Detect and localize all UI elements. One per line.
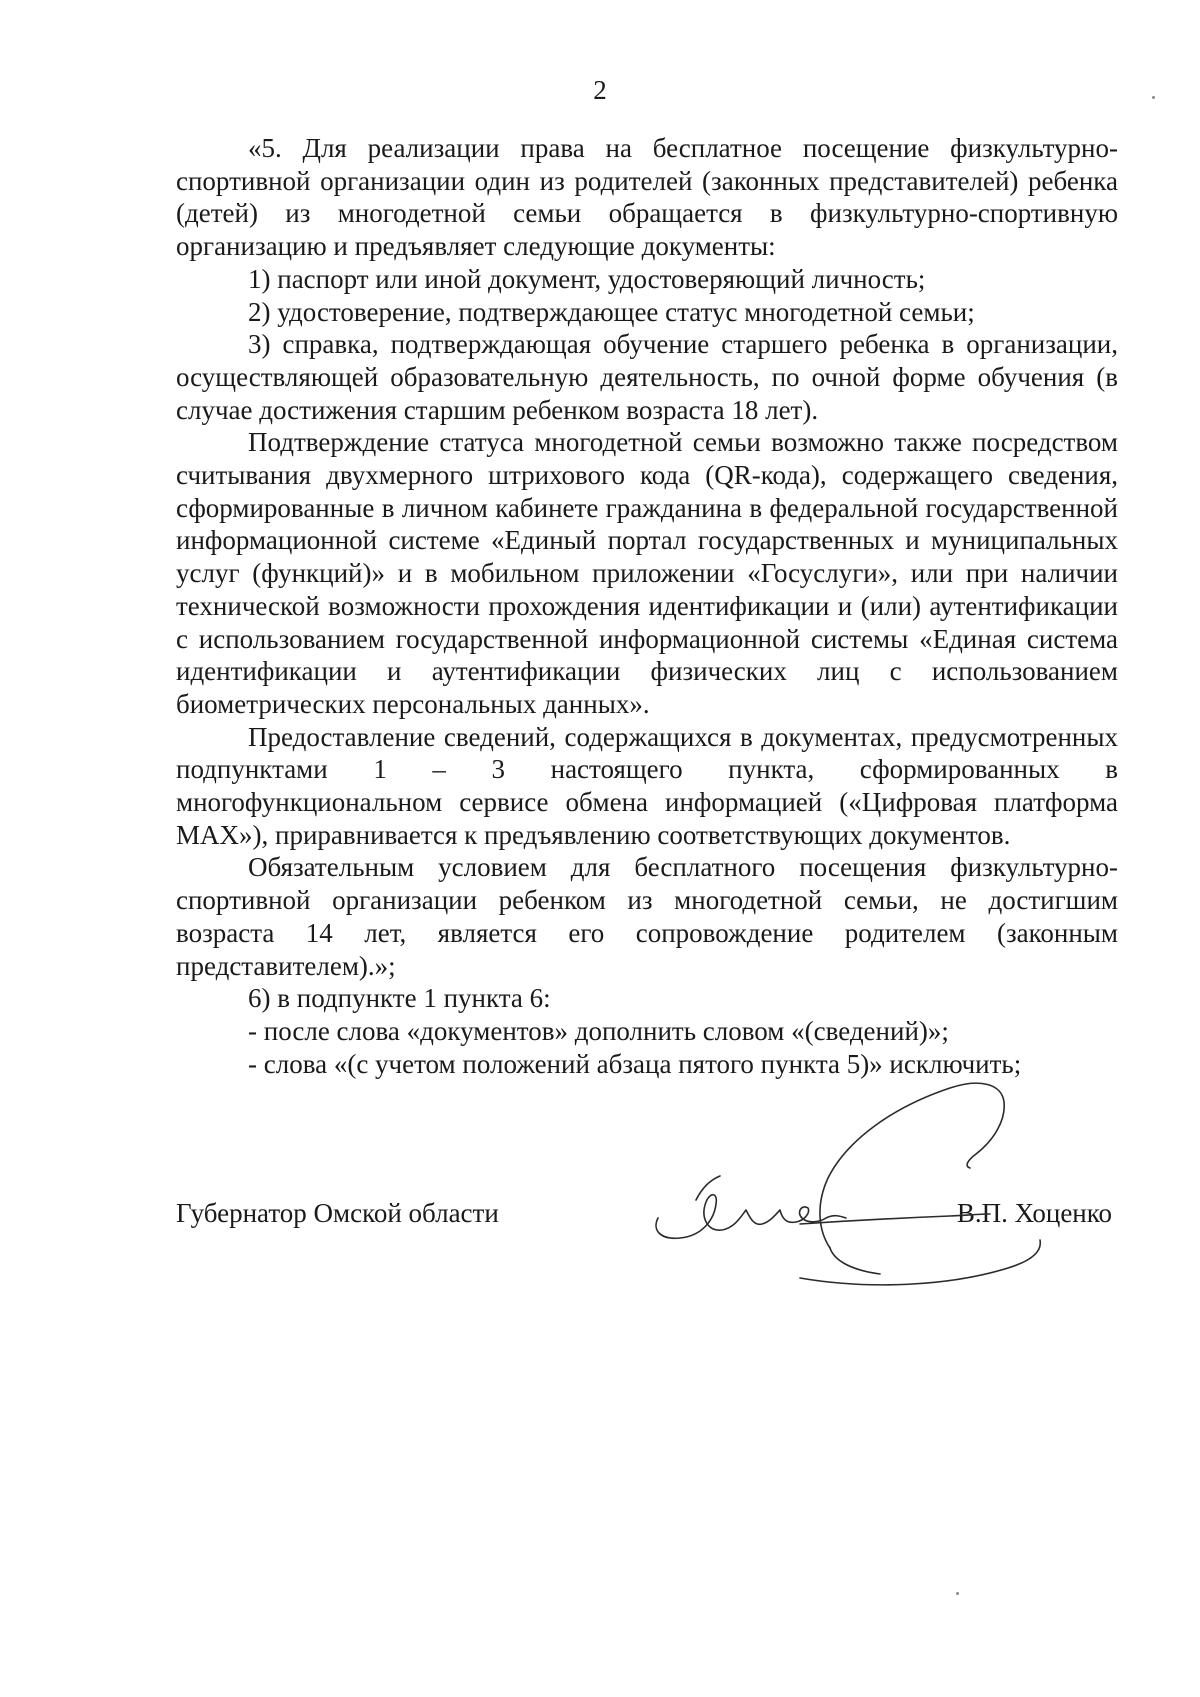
signer-position: Губернатор Омской области: [176, 1198, 499, 1228]
scan-speck: [1152, 96, 1155, 99]
list-item-education-reference: 3) справка, подтверждающая обучение старшего ребенка в организации, осуществляющей образовательную деятельность, по очной форме обучения (в случае достижения старшим ребенком возраста 18 лет).: [176, 329, 1118, 425]
paragraph-accompaniment-condition: Обязательным условием для бесплатного посещения физкультурно-спортивной организации ребенком из многодетной семьи, не достигшим возраста 14 лет, является его сопровождение родителем (законным представителем).»;: [176, 852, 1118, 981]
paragraph-qr-confirmation: Подтверждение статуса многодетной семьи возможно также посредством считывания двухмерного штрихового кода (QR-кода), содержащего сведения, сформированные в личном кабинете гражданина в федеральной государственной информационной системе «Единый портал государственных и муниципальных услуг (функций)» и в мобильном приложении «Госуслуги», или при наличии технической возможности прохождения идентификации и (или) аутентификации с использованием государственной информационной системы «Единая система идентификации и аутентификации физических лиц с использованием биометрических персональных данных».: [176, 427, 1118, 719]
handwritten-signature: [650, 1080, 1070, 1300]
scan-speck: [956, 1592, 959, 1595]
list-item-certificate: 2) удостоверение, подтверждающее статус многодетной семьи;: [248, 296, 975, 327]
paragraph-clause-5-intro: «5. Для реализации права на бесплатное посещение физкультурно-спортивной организации один из родителей (законных представителей) ребенка (детей) из многодетной семьи обращается в физкультурно-спортивную организацию и предъявляет следующие документы:: [176, 133, 1118, 262]
amendment-item-add-word: - после слова «документов» дополнить словом «(сведений)»;: [248, 1015, 949, 1046]
signer-name: В.П. Хоценко: [956, 1198, 1112, 1228]
amendment-item-6: 6) в подпункте 1 пункта 6:: [248, 983, 551, 1014]
list-item-passport: 1) паспорт или иной документ, удостоверяющий личность;: [248, 263, 926, 294]
document-body: [176, 132, 1118, 1080]
amendment-item-exclude-words: - слова «(с учетом положений абзаца пятого пункта 5)» исключить;: [248, 1048, 1022, 1079]
page-number: 2: [593, 75, 607, 105]
paragraph-max-platform: Предоставление сведений, содержащихся в документах, предусмотренных подпунктами 1 – 3 настоящего пункта, сформированных в многофункциональном сервисе обмена информацией («Цифровая платформа МАХ»), приравнивается к предъявлению соответствующих документов.: [176, 721, 1118, 850]
